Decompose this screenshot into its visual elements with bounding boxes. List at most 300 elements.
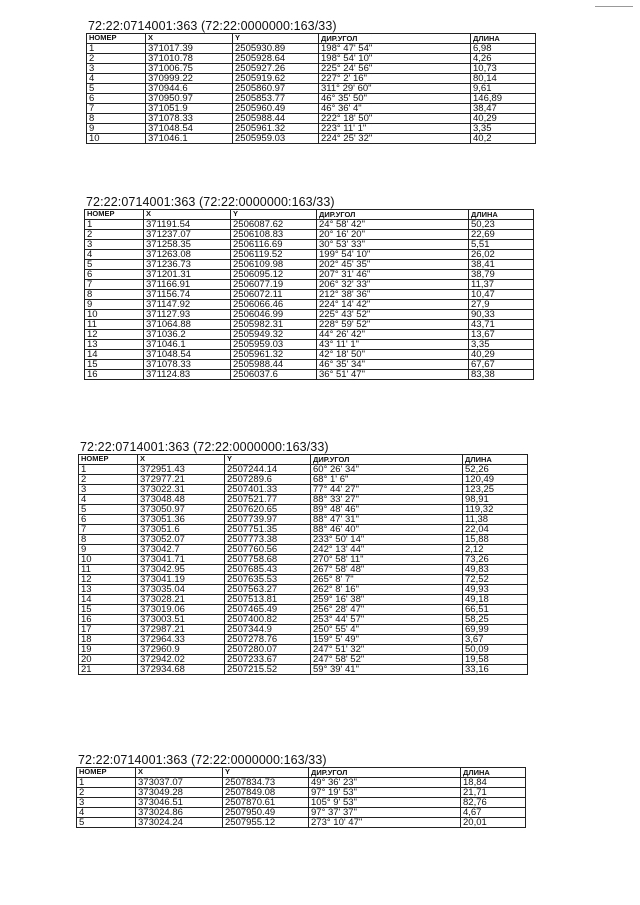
- segment-length: 4,26: [471, 54, 536, 64]
- point-number: 10: [87, 134, 146, 144]
- x-coordinate: 370950.97: [146, 94, 233, 104]
- x-coordinate: 373041.71: [138, 555, 225, 565]
- y-coordinate: 2506046.99: [231, 310, 317, 320]
- column-header-x: X: [136, 768, 223, 778]
- x-coordinate: 372987.21: [138, 625, 225, 635]
- point-number: 4: [79, 495, 138, 505]
- x-coordinate: 370944.6: [146, 84, 233, 94]
- y-coordinate: 2507635.53: [225, 575, 311, 585]
- table-row: [85, 270, 534, 280]
- table-row: [79, 505, 528, 515]
- x-coordinate: 373028.21: [138, 595, 225, 605]
- x-coordinate: 371156.74: [144, 290, 231, 300]
- coordinates-table: [84, 209, 534, 380]
- direction-angle: 225° 43' 52": [317, 310, 469, 320]
- segment-length: 146,89: [471, 94, 536, 104]
- y-coordinate: 2507513.81: [225, 595, 311, 605]
- column-header-len: ДЛИНА: [471, 34, 536, 44]
- point-number: 15: [79, 605, 138, 615]
- y-coordinate: 2507400.82: [225, 615, 311, 625]
- column-header-len: ДЛИНА: [469, 210, 534, 220]
- coordinates-table: [76, 767, 526, 828]
- x-coordinate: 373051.6: [138, 525, 225, 535]
- x-coordinate: 372964.33: [138, 635, 225, 645]
- y-coordinate: 2507289.6: [225, 475, 311, 485]
- segment-length: 38,47: [471, 104, 536, 114]
- point-number: 5: [87, 84, 146, 94]
- y-coordinate: 2507870.61: [223, 798, 309, 808]
- x-coordinate: 371064.88: [144, 320, 231, 330]
- direction-angle: 198° 54' 10": [319, 54, 471, 64]
- segment-length: 82,76: [461, 798, 526, 808]
- y-coordinate: 2507244.14: [225, 465, 311, 475]
- table-row: [87, 64, 536, 74]
- point-number: 2: [87, 54, 146, 64]
- x-coordinate: 373041.19: [138, 575, 225, 585]
- direction-angle: 207° 31' 46": [317, 270, 469, 280]
- segment-length: 40,29: [469, 350, 534, 360]
- y-coordinate: 2507344.9: [225, 625, 311, 635]
- segment-length: 98,91: [463, 495, 528, 505]
- table-row: [79, 635, 528, 645]
- direction-angle: 59° 39' 41": [311, 665, 463, 675]
- segment-length: 40,29: [471, 114, 536, 124]
- table-row: [87, 84, 536, 94]
- point-number: 1: [79, 465, 138, 475]
- point-number: 21: [79, 665, 138, 675]
- segment-length: 10,47: [469, 290, 534, 300]
- segment-length: 27,9: [469, 300, 534, 310]
- point-number: 1: [87, 44, 146, 54]
- table-row: [87, 134, 536, 144]
- y-coordinate: 2506119.52: [231, 250, 317, 260]
- point-number: 3: [85, 240, 144, 250]
- y-coordinate: 2506077.19: [231, 280, 317, 290]
- segment-length: 49,83: [463, 565, 528, 575]
- column-header-x: X: [146, 34, 233, 44]
- column-header-num: НОМЕР: [85, 210, 144, 220]
- direction-angle: 89° 48' 46": [311, 505, 463, 515]
- table-row: [77, 778, 526, 788]
- y-coordinate: 2507758.68: [225, 555, 311, 565]
- x-coordinate: 373042.95: [138, 565, 225, 575]
- y-coordinate: 2507834.73: [223, 778, 309, 788]
- table-row: [79, 525, 528, 535]
- table-row: [85, 300, 534, 310]
- y-coordinate: 2505961.32: [233, 124, 319, 134]
- direction-angle: 68° 1' 6": [311, 475, 463, 485]
- x-coordinate: 371166.91: [144, 280, 231, 290]
- point-number: 10: [79, 555, 138, 565]
- segment-length: 11,38: [463, 515, 528, 525]
- segment-length: 38,79: [469, 270, 534, 280]
- segment-length: 123,25: [463, 485, 528, 495]
- table-row: [85, 310, 534, 320]
- table-row: [85, 280, 534, 290]
- y-coordinate: 2507521.77: [225, 495, 311, 505]
- point-number: 2: [85, 230, 144, 240]
- direction-angle: 224° 25' 32": [319, 134, 471, 144]
- direction-angle: 227° 2' 16": [319, 74, 471, 84]
- point-number: 6: [79, 515, 138, 525]
- x-coordinate: 373052.07: [138, 535, 225, 545]
- x-coordinate: 371258.35: [144, 240, 231, 250]
- table-row: [85, 330, 534, 340]
- point-number: 13: [79, 585, 138, 595]
- segment-length: 22,69: [469, 230, 534, 240]
- direction-angle: 253° 44' 57": [311, 615, 463, 625]
- column-header-dir: ДИР.УГОЛ: [317, 210, 469, 220]
- x-coordinate: 371127.93: [144, 310, 231, 320]
- point-number: 5: [77, 818, 136, 828]
- point-number: 3: [79, 485, 138, 495]
- y-coordinate: 2505928.64: [233, 54, 319, 64]
- direction-angle: 223° 11' 1": [319, 124, 471, 134]
- point-number: 17: [79, 625, 138, 635]
- table-row: [87, 74, 536, 84]
- point-number: 2: [79, 475, 138, 485]
- table-row: [85, 320, 534, 330]
- table-row: [79, 495, 528, 505]
- segment-length: 50,23: [469, 220, 534, 230]
- x-coordinate: 373035.04: [138, 585, 225, 595]
- direction-angle: 105° 9' 53": [309, 798, 461, 808]
- point-number: 8: [85, 290, 144, 300]
- y-coordinate: 2506037.6: [231, 370, 317, 380]
- direction-angle: 44° 26' 42": [317, 330, 469, 340]
- y-coordinate: 2506109.98: [231, 260, 317, 270]
- direction-angle: 242° 13' 44": [311, 545, 463, 555]
- direction-angle: 228° 59' 52": [317, 320, 469, 330]
- column-header-x: X: [144, 210, 231, 220]
- direction-angle: 256° 28' 47": [311, 605, 463, 615]
- x-coordinate: 371036.2: [144, 330, 231, 340]
- direction-angle: 46° 36' 4": [319, 104, 471, 114]
- segment-length: 120,49: [463, 475, 528, 485]
- scan-edge-line: [595, 6, 633, 7]
- point-number: 7: [87, 104, 146, 114]
- x-coordinate: 371237.07: [144, 230, 231, 240]
- direction-angle: 97° 37' 37": [309, 808, 461, 818]
- table-row: [79, 625, 528, 635]
- segment-length: 13,67: [469, 330, 534, 340]
- column-header-num: НОМЕР: [87, 34, 146, 44]
- y-coordinate: 2505982.31: [231, 320, 317, 330]
- cadastral-number-title: 72:22:0714001:363 (72:22:0000000:163/33): [88, 19, 337, 33]
- direction-angle: 20° 16' 20": [317, 230, 469, 240]
- segment-length: 38,41: [469, 260, 534, 270]
- x-coordinate: 373050.97: [138, 505, 225, 515]
- point-number: 1: [77, 778, 136, 788]
- table-row: [85, 260, 534, 270]
- segment-length: 40,2: [471, 134, 536, 144]
- segment-length: 2,12: [463, 545, 528, 555]
- coordinates-block-3: [78, 441, 528, 675]
- cadastral-number-title: 72:22:0714001:363 (72:22:0000000:163/33): [80, 440, 329, 454]
- direction-angle: 270° 58' 11": [311, 555, 463, 565]
- y-coordinate: 2505960.49: [233, 104, 319, 114]
- direction-angle: 222° 18' 50": [319, 114, 471, 124]
- y-coordinate: 2505860.97: [233, 84, 319, 94]
- table-header-row: [85, 210, 534, 220]
- y-coordinate: 2505949.32: [231, 330, 317, 340]
- point-number: 4: [87, 74, 146, 84]
- segment-length: 18,84: [461, 778, 526, 788]
- direction-angle: 225° 24' 56": [319, 64, 471, 74]
- segment-length: 10,73: [471, 64, 536, 74]
- table-row: [85, 360, 534, 370]
- table-header-row: [87, 34, 536, 44]
- segment-length: 50,09: [463, 645, 528, 655]
- direction-angle: 88° 47' 31": [311, 515, 463, 525]
- y-coordinate: 2507760.56: [225, 545, 311, 555]
- segment-length: 9,61: [471, 84, 536, 94]
- y-coordinate: 2507950.49: [223, 808, 309, 818]
- y-coordinate: 2507563.27: [225, 585, 311, 595]
- direction-angle: 88° 46' 40": [311, 525, 463, 535]
- point-number: 8: [79, 535, 138, 545]
- x-coordinate: 373019.06: [138, 605, 225, 615]
- point-number: 1: [85, 220, 144, 230]
- coordinates-block-1: [86, 20, 536, 144]
- x-coordinate: 373042.7: [138, 545, 225, 555]
- x-coordinate: 373037.07: [136, 778, 223, 788]
- column-header-len: ДЛИНА: [463, 455, 528, 465]
- y-coordinate: 2505988.44: [233, 114, 319, 124]
- table-row: [79, 485, 528, 495]
- table-row: [85, 240, 534, 250]
- direction-angle: 43° 11' 1": [317, 340, 469, 350]
- point-number: 6: [87, 94, 146, 104]
- point-number: 12: [85, 330, 144, 340]
- x-coordinate: 371006.75: [146, 64, 233, 74]
- table-row: [79, 565, 528, 575]
- direction-angle: 46° 35' 50": [319, 94, 471, 104]
- y-coordinate: 2507233.67: [225, 655, 311, 665]
- segment-length: 3,35: [469, 340, 534, 350]
- y-coordinate: 2505853.77: [233, 94, 319, 104]
- x-coordinate: 373048.48: [138, 495, 225, 505]
- table-row: [79, 515, 528, 525]
- table-row: [77, 818, 526, 828]
- coordinates-block-2: [84, 196, 534, 380]
- column-header-y: Y: [225, 455, 311, 465]
- coordinates-table: [86, 33, 536, 144]
- y-coordinate: 2505959.03: [231, 340, 317, 350]
- segment-length: 72,52: [463, 575, 528, 585]
- y-coordinate: 2506095.12: [231, 270, 317, 280]
- direction-angle: 97° 19' 53": [309, 788, 461, 798]
- x-coordinate: 371051.9: [146, 104, 233, 114]
- x-coordinate: 371048.54: [146, 124, 233, 134]
- y-coordinate: 2505919.62: [233, 74, 319, 84]
- x-coordinate: 372951.43: [138, 465, 225, 475]
- segment-length: 49,93: [463, 585, 528, 595]
- direction-angle: 259° 16' 38": [311, 595, 463, 605]
- direction-angle: 224° 14' 42": [317, 300, 469, 310]
- y-coordinate: 2507773.38: [225, 535, 311, 545]
- point-number: 16: [85, 370, 144, 380]
- table-row: [85, 230, 534, 240]
- direction-angle: 60° 26' 34": [311, 465, 463, 475]
- direction-angle: 159° 5' 49": [311, 635, 463, 645]
- y-coordinate: 2507465.49: [225, 605, 311, 615]
- y-coordinate: 2506116.69: [231, 240, 317, 250]
- x-coordinate: 372934.68: [138, 665, 225, 675]
- segment-length: 26,02: [469, 250, 534, 260]
- y-coordinate: 2506072.11: [231, 290, 317, 300]
- direction-angle: 247° 51' 32": [311, 645, 463, 655]
- x-coordinate: 371191.54: [144, 220, 231, 230]
- point-number: 4: [85, 250, 144, 260]
- column-header-num: НОМЕР: [79, 455, 138, 465]
- direction-angle: 262° 8' 16": [311, 585, 463, 595]
- x-coordinate: 371048.54: [144, 350, 231, 360]
- direction-angle: 250° 55' 4": [311, 625, 463, 635]
- direction-angle: 265° 8' 7": [311, 575, 463, 585]
- column-header-y: Y: [231, 210, 317, 220]
- table-row: [85, 370, 534, 380]
- y-coordinate: 2505988.44: [231, 360, 317, 370]
- table-row: [87, 54, 536, 64]
- y-coordinate: 2506087.62: [231, 220, 317, 230]
- point-number: 6: [85, 270, 144, 280]
- direction-angle: 24° 58' 42": [317, 220, 469, 230]
- table-row: [79, 535, 528, 545]
- table-header-row: [79, 455, 528, 465]
- segment-length: 52,26: [463, 465, 528, 475]
- y-coordinate: 2507751.35: [225, 525, 311, 535]
- table-row: [79, 585, 528, 595]
- point-number: 9: [79, 545, 138, 555]
- direction-angle: 88° 33' 27": [311, 495, 463, 505]
- point-number: 7: [79, 525, 138, 535]
- y-coordinate: 2507401.33: [225, 485, 311, 495]
- table-header-row: [77, 768, 526, 778]
- x-coordinate: 372960.9: [138, 645, 225, 655]
- direction-angle: 46° 35' 34": [317, 360, 469, 370]
- segment-length: 3,35: [471, 124, 536, 134]
- direction-angle: 311° 29' 60": [319, 84, 471, 94]
- x-coordinate: 371236.73: [144, 260, 231, 270]
- y-coordinate: 2507685.43: [225, 565, 311, 575]
- segment-length: 58,25: [463, 615, 528, 625]
- column-header-y: Y: [233, 34, 319, 44]
- x-coordinate: 371017.39: [146, 44, 233, 54]
- direction-angle: 30° 53' 33": [317, 240, 469, 250]
- table-row: [77, 798, 526, 808]
- x-coordinate: 371010.78: [146, 54, 233, 64]
- table-row: [77, 788, 526, 798]
- direction-angle: 36° 51' 47": [317, 370, 469, 380]
- x-coordinate: 371046.1: [146, 134, 233, 144]
- x-coordinate: 371263.08: [144, 250, 231, 260]
- table-row: [79, 475, 528, 485]
- y-coordinate: 2507739.97: [225, 515, 311, 525]
- table-row: [79, 555, 528, 565]
- coordinates-block-4: [76, 754, 526, 828]
- point-number: 7: [85, 280, 144, 290]
- segment-length: 43,71: [469, 320, 534, 330]
- column-header-x: X: [138, 455, 225, 465]
- point-number: 11: [85, 320, 144, 330]
- table-row: [85, 340, 534, 350]
- y-coordinate: 2507620.65: [225, 505, 311, 515]
- column-header-dir: ДИР.УГОЛ: [309, 768, 461, 778]
- segment-length: 4,67: [461, 808, 526, 818]
- table-row: [87, 124, 536, 134]
- point-number: 19: [79, 645, 138, 655]
- x-coordinate: 373024.86: [136, 808, 223, 818]
- x-coordinate: 371147.92: [144, 300, 231, 310]
- table-row: [85, 350, 534, 360]
- y-coordinate: 2507280.07: [225, 645, 311, 655]
- point-number: 9: [85, 300, 144, 310]
- point-number: 3: [77, 798, 136, 808]
- segment-length: 15,88: [463, 535, 528, 545]
- direction-angle: 233° 50' 14": [311, 535, 463, 545]
- x-coordinate: 373049.28: [136, 788, 223, 798]
- column-header-dir: ДИР.УГОЛ: [319, 34, 471, 44]
- direction-angle: 42° 18' 50": [317, 350, 469, 360]
- x-coordinate: 371124.83: [144, 370, 231, 380]
- segment-length: 5,51: [469, 240, 534, 250]
- y-coordinate: 2505961.32: [231, 350, 317, 360]
- direction-angle: 212° 38' 36": [317, 290, 469, 300]
- segment-length: 90,33: [469, 310, 534, 320]
- point-number: 9: [87, 124, 146, 134]
- table-row: [79, 465, 528, 475]
- point-number: 18: [79, 635, 138, 645]
- table-row: [77, 808, 526, 818]
- point-number: 2: [77, 788, 136, 798]
- table-row: [85, 220, 534, 230]
- point-number: 4: [77, 808, 136, 818]
- table-row: [87, 94, 536, 104]
- table-row: [79, 615, 528, 625]
- y-coordinate: 2505959.03: [233, 134, 319, 144]
- segment-length: 6,98: [471, 44, 536, 54]
- y-coordinate: 2505927.26: [233, 64, 319, 74]
- y-coordinate: 2506066.46: [231, 300, 317, 310]
- table-row: [87, 44, 536, 54]
- cadastral-number-title: 72:22:0714001:363 (72:22:0000000:163/33): [78, 753, 327, 767]
- table-row: [87, 104, 536, 114]
- direction-angle: 247° 58' 52": [311, 655, 463, 665]
- segment-length: 33,16: [463, 665, 528, 675]
- direction-angle: 49° 36' 23": [309, 778, 461, 788]
- segment-length: 119,32: [463, 505, 528, 515]
- x-coordinate: 371078.33: [144, 360, 231, 370]
- point-number: 3: [87, 64, 146, 74]
- direction-angle: 202° 45' 35": [317, 260, 469, 270]
- point-number: 15: [85, 360, 144, 370]
- point-number: 14: [79, 595, 138, 605]
- y-coordinate: 2506108.83: [231, 230, 317, 240]
- table-row: [79, 665, 528, 675]
- point-number: 8: [87, 114, 146, 124]
- cadastral-number-title: 72:22:0714001:363 (72:22:0000000:163/33): [86, 195, 335, 209]
- x-coordinate: 373024.24: [136, 818, 223, 828]
- segment-length: 83,38: [469, 370, 534, 380]
- segment-length: 69,99: [463, 625, 528, 635]
- column-header-y: Y: [223, 768, 309, 778]
- x-coordinate: 372977.21: [138, 475, 225, 485]
- segment-length: 66,51: [463, 605, 528, 615]
- segment-length: 73,26: [463, 555, 528, 565]
- x-coordinate: 373022.31: [138, 485, 225, 495]
- table-row: [85, 290, 534, 300]
